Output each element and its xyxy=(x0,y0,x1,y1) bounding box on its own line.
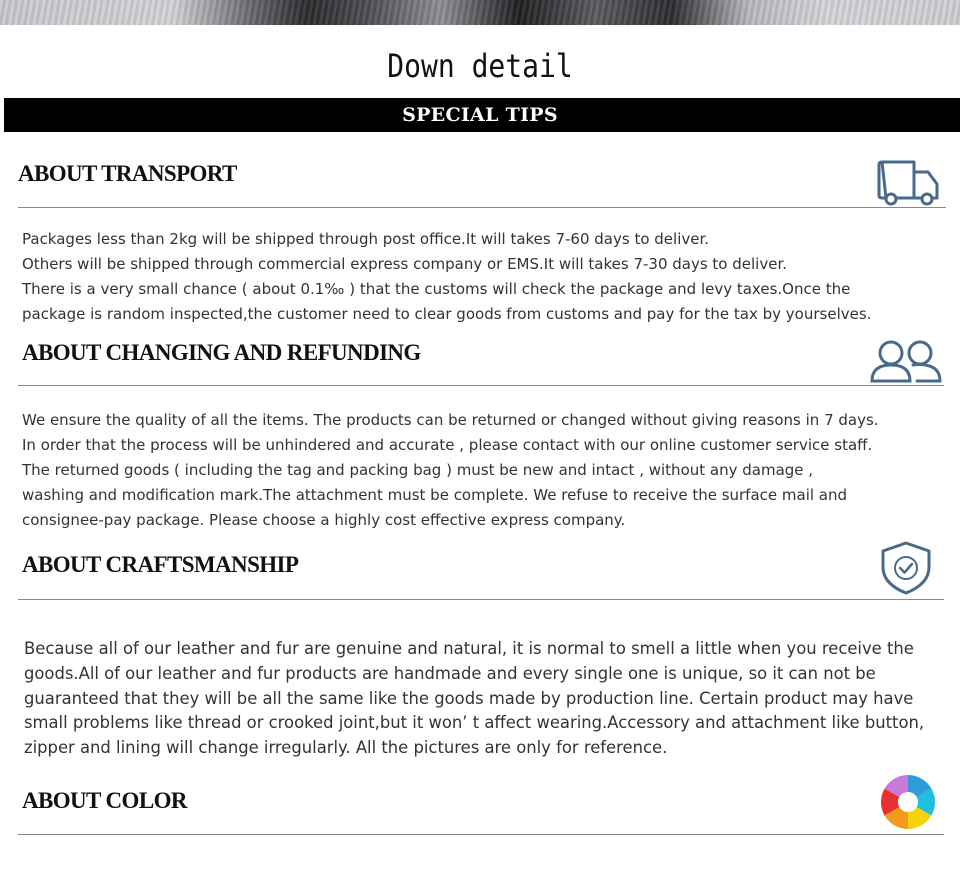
section-divider xyxy=(18,599,944,600)
text-line: We ensure the quality of all the items. The products can be returned or changed without giving reasons in 7 days. xyxy=(22,411,879,429)
special-tips-banner: SPECIAL TIPS xyxy=(0,98,960,132)
text-line: In order that the process will be unhindered and accurate , please contact with our online customer service staff. xyxy=(22,436,873,454)
transport-text xyxy=(22,227,871,327)
text-line: The returned goods ( including the tag and packing bag ) must be new and intact , without any damage , xyxy=(22,461,814,479)
section-heading-transport: ABOUT TRANSPORT xyxy=(18,161,237,186)
refunding-text xyxy=(22,408,879,533)
section-divider xyxy=(18,834,944,835)
section-divider xyxy=(18,385,944,386)
page-title: Down detail xyxy=(387,47,573,85)
shield-check-icon xyxy=(879,540,933,596)
text-line: Others will be shipped through commercial express company or EMS.It will takes 7-30 days to deliver. xyxy=(22,255,787,273)
text-line: zipper and lining will change irregularly. All the pictures are only for reference. xyxy=(24,738,668,758)
section-divider xyxy=(18,207,946,208)
text-line: small problems like thread or crooked joint,but it won’ t affect wearing.Accessory and attachment like button, xyxy=(24,713,925,733)
craftsmanship-text xyxy=(24,637,924,761)
section-heading-craftsmanship: ABOUT CRAFTSMANSHIP xyxy=(22,552,299,577)
users-icon xyxy=(869,337,943,385)
text-line: goods.All of our leather and fur products are handmade and every single one is unique, so it can not be xyxy=(24,663,876,683)
text-line: package is random inspected,the customer need to clear goods from customs and pay for the tax by yourselves. xyxy=(22,305,872,323)
text-line: washing and modification mark.The attachment must be complete. We refuse to receive the surface mail and xyxy=(22,486,848,504)
text-line: guaranteed that they will be all the same like the goods made by production line. Certain product may have xyxy=(24,688,914,708)
product-photo-strip xyxy=(0,0,960,25)
text-line: consignee-pay package. Please choose a highly cost effective express company. xyxy=(22,511,626,529)
truck-icon xyxy=(876,158,940,208)
section-heading-refunding: ABOUT CHANGING AND REFUNDING xyxy=(22,340,421,365)
text-line: There is a very small chance ( about 0.1‰ ) that the customs will check the package and levy taxes.Once the xyxy=(22,280,851,298)
color-wheel-icon xyxy=(878,774,938,830)
text-line: Packages less than 2kg will be shipped through post office.It will takes 7-60 days to deliver. xyxy=(22,230,710,248)
section-heading-color: ABOUT COLOR xyxy=(22,788,187,813)
text-line: Because all of our leather and fur are genuine and natural, it is normal to smell a little when you receive the xyxy=(24,639,914,658)
